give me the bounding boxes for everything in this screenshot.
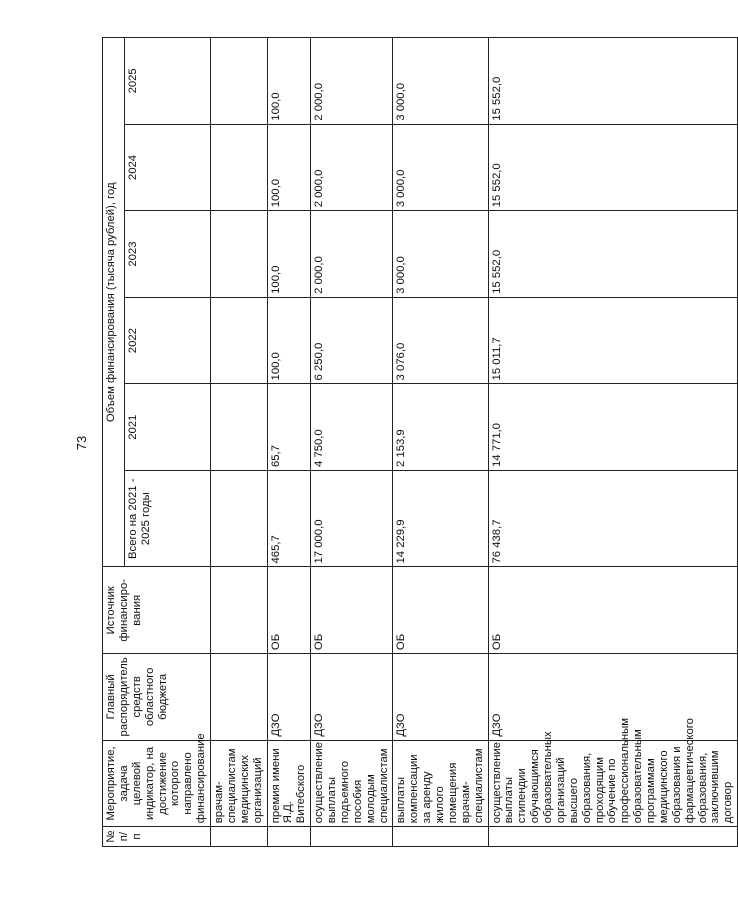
row-num <box>211 827 268 847</box>
header-num: № п/п <box>103 827 211 847</box>
header-year-2024: 2024 <box>124 124 210 211</box>
page-number: 73 <box>74 435 89 451</box>
header-total: Всего на 2021 - 2025 годы <box>124 471 210 567</box>
row-value-2025: 100,0 <box>267 38 311 125</box>
row-value-2024 <box>211 124 268 211</box>
header-source: Источник финансиро-вания <box>103 567 211 654</box>
row-source: ОБ <box>488 567 738 654</box>
table-row <box>393 38 488 847</box>
row-value-2023: 2 000,0 <box>311 211 393 298</box>
row-total <box>211 471 268 567</box>
row-value-2022: 100,0 <box>267 297 311 384</box>
row-num <box>488 827 738 847</box>
header-year-2022: 2022 <box>124 297 210 384</box>
row-value-2022: 3 076,0 <box>393 297 488 384</box>
row-num <box>393 827 488 847</box>
financing-table-sheet <box>102 37 735 847</box>
row-value-2023: 3 000,0 <box>393 211 488 298</box>
row-num <box>267 827 311 847</box>
header-volume: Объем финансирования (тысяча рублей), год <box>103 38 125 567</box>
row-value-2023: 100,0 <box>267 211 311 298</box>
row-value-2022: 15 011,7 <box>488 297 738 384</box>
row-measure: премия имени Я.Д. Витебского <box>267 740 311 827</box>
row-value-2024: 3 000,0 <box>393 124 488 211</box>
header-measure: Мероприятие, задача целевой индикатор, на достижение которого направлено финансирование <box>103 740 211 827</box>
header-year-2021: 2021 <box>124 384 210 471</box>
row-value-2021: 65,7 <box>267 384 311 471</box>
table-row <box>267 38 311 847</box>
row-measure: выплаты компенсации за аренду жилого помещения врачам-специалистам <box>393 740 488 827</box>
row-source <box>211 567 268 654</box>
row-value-2022: 6 250,0 <box>311 297 393 384</box>
row-value-2023 <box>211 211 268 298</box>
row-total: 465,7 <box>267 471 311 567</box>
row-value-2025 <box>211 38 268 125</box>
row-manager: ДЗО <box>393 654 488 741</box>
table-row <box>311 38 393 847</box>
row-total: 76 438,7 <box>488 471 738 567</box>
row-value-2024: 15 552,0 <box>488 124 738 211</box>
header-year-2023: 2023 <box>124 211 210 298</box>
row-value-2021: 14 771,0 <box>488 384 738 471</box>
row-value-2025: 15 552,0 <box>488 38 738 125</box>
row-value-2024: 100,0 <box>267 124 311 211</box>
row-value-2021: 4 750,0 <box>311 384 393 471</box>
row-manager: ДЗО <box>488 654 738 741</box>
row-manager: ДЗО <box>311 654 393 741</box>
row-source: ОБ <box>267 567 311 654</box>
row-value-2021 <box>211 384 268 471</box>
row-measure: врачам-специалистам медицинских организаций <box>211 740 268 827</box>
financing-table <box>102 37 738 847</box>
table-row <box>488 38 738 847</box>
table-row <box>211 38 268 847</box>
row-total: 17 000,0 <box>311 471 393 567</box>
row-num <box>311 827 393 847</box>
row-value-2025: 3 000,0 <box>393 38 488 125</box>
header-year-2025: 2025 <box>124 38 210 125</box>
header-manager: Главный распорядитель средств областного бюджета <box>103 654 211 741</box>
row-value-2021: 2 153,9 <box>393 384 488 471</box>
row-value-2022 <box>211 297 268 384</box>
row-measure: осуществление выплаты подъемного пособия молодым специалистам <box>311 740 393 827</box>
row-value-2025: 2 000,0 <box>311 38 393 125</box>
row-source: ОБ <box>311 567 393 654</box>
row-manager <box>211 654 268 741</box>
row-source: ОБ <box>393 567 488 654</box>
row-value-2023: 15 552,0 <box>488 211 738 298</box>
row-value-2024: 2 000,0 <box>311 124 393 211</box>
row-measure: осуществление выплаты стипендии обучающимся образовательных организаций высшего образования, проходящим обучение по профессиональным образовательным программам медицинского образования и фармацевтического образования, заключившим договор <box>488 740 738 827</box>
header-row-top <box>103 38 125 847</box>
row-manager: ДЗО <box>267 654 311 741</box>
row-total: 14 229,9 <box>393 471 488 567</box>
